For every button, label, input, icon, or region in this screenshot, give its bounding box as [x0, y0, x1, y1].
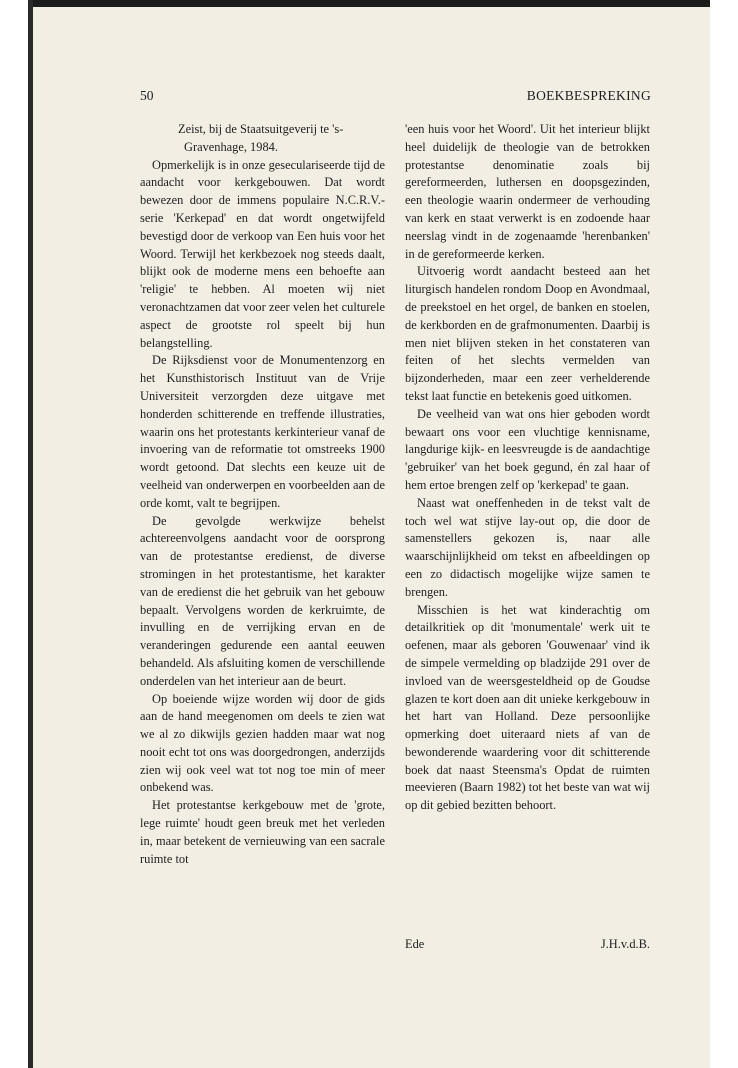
paragraph: Uitvoerig wordt aandacht besteed aan het liturgisch handelen rondom Doop en Avondmaal, de preekstoel en het orgel, de banken en stoelen, de kerkborden en de grafmonumenten. Daarbij is men niet blijven steken in het constateren van feiten of het slechts vermelden van bijzonderheden, maar een zeer verhelderende tekst laat functie en betekenis goed uitkomen. [405, 264, 650, 403]
paragraph: Het protestantse kerkgebouw met de 'grote, lege ruimte' houdt geen breuk met het verleden in, maar betekent de vernieuwing van een sacrale ruimte tot [140, 798, 385, 866]
paragraph: De veelheid van wat ons hier geboden wordt bewaart ons voor een vluchtige kennisname, langdurige kijk- en leesvreugde is de aandachtige 'gebruiker' van het boek gegund, én zal haar of hem ertoe brengen zelf op 'kerkepad' te gaan. [405, 406, 650, 492]
paragraph: Naast wat oneffenheden in de tekst valt de toch wel wat stijve lay-out op, die door de samenstellers gekozen is, naar alle waarschijnlijkheid om tekst en afbeeldingen op een zo didactisch mogelijke wijze samen te brengen. [405, 495, 650, 599]
paragraph: Op boeiende wijze worden wij door de gids aan de hand meegenomen om deels te zien wat we al zo dikwijls gezien hadden maar wat nog nooit echt tot ons was doorgedrongen, anderzijds zien wij ook veel wat tot nog toe min of meer onbekend was. [140, 691, 385, 795]
paragraph-continued: 'een huis voor het Woord'. Uit het interieur blijkt heel duidelijk de theologie van de betrokken protestantse denominatie zoals bij gereformeerden, luthersen en doopsgezinden, een theologie waarin ondermeer de verhouding van kerk en staat verwerkt is en zodoende haar neerslag vindt in de zogenaamde 'herenbanken' in de gereformeerde kerken. [405, 122, 650, 261]
scan-top-border [28, 0, 710, 7]
publisher-note: Zeist, bij de Staatsuitgeverij te 's-Gravenhage, 1984. [178, 122, 344, 154]
signature-place: Ede [405, 937, 425, 951]
page-number: 50 [140, 88, 154, 103]
paragraph: Misschien is het wat kinderachtig om detailkritiek op dit 'monumentale' werk uit te oefenen, maar als geboren 'Gouwenaar' vind ik de simpele vermelding op bladzijde 291 over de invloed van de weersgesteldheid op de Goudse glazen te kort doen aan dit unieke kerkgebouw in het hart van Holland. Deze persoonlijke opmerking doet uiteraard niets af van de bewonderende waardering voor dit schitterende boek dat naast Steensma's Opdat de ruimten meevieren (Baarn 1982) tot het beste van wat wij op dit gebied bezitten behoort. [405, 602, 650, 813]
signature-author: J.H.v.d.B. [600, 937, 650, 951]
running-head: BOEKBESPREKING [526, 88, 651, 103]
paragraph: De Rijksdienst voor de Monumentenzorg en het Kunsthistorisch Instituut van de Vrije Universiteit verzorgden deze uitgave met honderden schitterende en treffende illustraties, waarin ons het protestants kerkinterieur vanaf de invoering van de reformatie tot omstreeks 1900 wordt getoond. Dat slechts een keuze uit de veelheid van onderwerpen en voorbeelden aan de orde komt, valt te begrijpen. [140, 353, 385, 510]
paragraph: De gevolgde werkwijze behelst achtereenvolgens aandacht voor de oorsprong van de protestantse eredienst, de diverse stromingen in het protestantisme, het karakter van de eredienst die het gebruik van het gebouw bepaalt. Vervolgens worden de kerkruimte, de invulling en de verrijking ervan en de veranderingen gedurende een aantal eeuwen behandeld. Als afsluiting komen de verschillende onderdelen van het interieur aan de beurt. [140, 513, 385, 688]
review-signature [405, 937, 650, 952]
paragraph: Opmerkelijk is in onze geseculariseerde tijd de aandacht voor kerkgebouwen. Dat wordt bewezen door de immens populaire N.C.R.V.-serie 'Kerkepad' en dat wordt ongetwijfeld bevestigd door de verkoop van Een huis voor het Woord. Terwijl het kerkbezoek nog steeds daalt, blijkt ook de moderne mens een behoefte aan 'religie' te hebben. Al moeten wij niet veronachtzamen dat voor zeer velen het culturele aspect de grootste rol speelt bij hun belangstelling. [140, 157, 385, 350]
left-column [140, 121, 385, 868]
right-column [405, 121, 650, 815]
